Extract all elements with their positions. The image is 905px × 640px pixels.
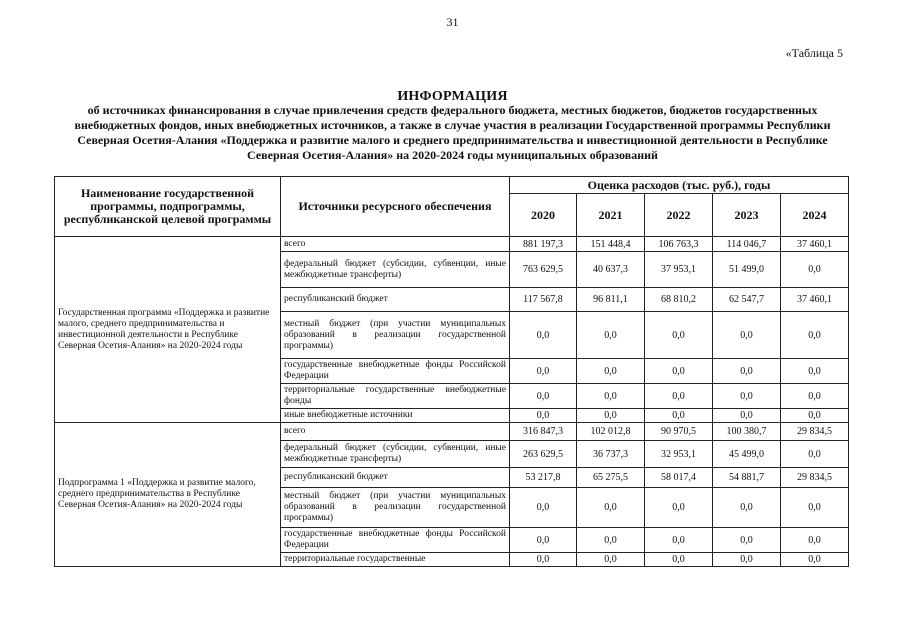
value-cell: 0,0 [645, 359, 713, 384]
value-cell: 117 567,8 [510, 288, 577, 312]
value-cell: 58 017,4 [645, 468, 713, 488]
value-cell: 0,0 [713, 409, 781, 423]
value-cell: 0,0 [510, 528, 577, 553]
value-cell: 0,0 [713, 312, 781, 359]
header-year: 2024 [781, 194, 849, 237]
source-cell: государственные внебюджетные фонды Российской Федерации [281, 528, 510, 553]
value-cell: 0,0 [781, 441, 849, 468]
table-reference: «Таблица 5 [785, 46, 843, 60]
subprogram-name-cell: Подпрограмма 1 «Поддержка и развитие малого, среднего предпринимательства в Республике Северная Осетия-Алания» на 2020-2024 годы [55, 423, 281, 567]
value-cell: 0,0 [645, 528, 713, 553]
value-cell: 316 847,3 [510, 423, 577, 441]
value-cell: 0,0 [645, 312, 713, 359]
value-cell: 0,0 [510, 359, 577, 384]
value-cell: 106 763,3 [645, 237, 713, 252]
value-cell: 29 834,5 [781, 423, 849, 441]
header-estimate: Оценка расходов (тыс. руб.), годы [510, 177, 849, 194]
source-cell: республиканский бюджет [281, 288, 510, 312]
value-cell: 0,0 [577, 488, 645, 528]
value-cell: 37 460,1 [781, 237, 849, 252]
value-cell: 0,0 [781, 252, 849, 288]
value-cell: 0,0 [781, 312, 849, 359]
value-cell: 0,0 [645, 488, 713, 528]
program-name-cell: Государственная программа «Поддержка и развитие малого, среднего предпринимательства и инвестиционной деятельности в Республике Северная Осетия-Алания» на 2020-2024 годы [55, 237, 281, 423]
value-cell: 32 953,1 [645, 441, 713, 468]
source-cell: территориальные государственные [281, 553, 510, 567]
document-subtitle: об источниках финансирования в случае привлечения средств федерального бюджета, местных бюджетов, бюджетов государственных внебюджетных фондов, иных внебюджетных источников, а также в случае участия в реализации Государственной программы Республики Северная Осетия-Алания «Поддержка и развитие малого и среднего предпринимательства и инвестиционной деятельности в Республике Северная Осетия-Алания» на 2020-2024 годы муниципальных образований [74, 103, 831, 162]
page-number: 31 [446, 15, 459, 29]
value-cell: 0,0 [781, 528, 849, 553]
value-cell: 0,0 [510, 409, 577, 423]
value-cell: 881 197,3 [510, 237, 577, 252]
value-cell: 65 275,5 [577, 468, 645, 488]
value-cell: 102 012,8 [577, 423, 645, 441]
header-year: 2020 [510, 194, 577, 237]
value-cell: 0,0 [713, 384, 781, 409]
value-cell: 0,0 [645, 409, 713, 423]
value-cell: 68 810,2 [645, 288, 713, 312]
document-title: ИНФОРМАЦИЯ [397, 89, 508, 104]
value-cell: 0,0 [577, 312, 645, 359]
value-cell: 96 811,1 [577, 288, 645, 312]
value-cell: 54 881,7 [713, 468, 781, 488]
value-cell: 763 629,5 [510, 252, 577, 288]
value-cell: 40 637,3 [577, 252, 645, 288]
source-cell: всего [281, 237, 510, 252]
value-cell: 37 953,1 [645, 252, 713, 288]
header-program-name: Наименование государственной программы, подпрограммы, республиканской целевой программы [55, 177, 281, 237]
value-cell: 0,0 [645, 384, 713, 409]
value-cell: 0,0 [713, 553, 781, 567]
value-cell: 263 629,5 [510, 441, 577, 468]
value-cell: 0,0 [781, 488, 849, 528]
value-cell: 37 460,1 [781, 288, 849, 312]
header-sources: Источники ресурсного обеспечения [281, 177, 510, 237]
value-cell: 0,0 [713, 359, 781, 384]
value-cell: 0,0 [577, 553, 645, 567]
source-cell: всего [281, 423, 510, 441]
source-cell: местный бюджет (при участии муниципальных образований в реализации государственной программы) [281, 488, 510, 528]
value-cell: 51 499,0 [713, 252, 781, 288]
value-cell: 29 834,5 [781, 468, 849, 488]
value-cell: 0,0 [577, 528, 645, 553]
value-cell: 0,0 [577, 409, 645, 423]
value-cell: 0,0 [510, 384, 577, 409]
source-cell: иные внебюджетные источники [281, 409, 510, 423]
value-cell: 36 737,3 [577, 441, 645, 468]
value-cell: 0,0 [781, 359, 849, 384]
value-cell: 100 380,7 [713, 423, 781, 441]
value-cell: 151 448,4 [577, 237, 645, 252]
value-cell: 0,0 [781, 409, 849, 423]
source-cell: государственные внебюджетные фонды Российской Федерации [281, 359, 510, 384]
value-cell: 53 217,8 [510, 468, 577, 488]
value-cell: 0,0 [645, 553, 713, 567]
table-row [55, 237, 849, 252]
value-cell: 0,0 [510, 312, 577, 359]
source-cell: федеральный бюджет (субсидии, субвенции, иные межбюджетные трансферты) [281, 252, 510, 288]
value-cell: 114 046,7 [713, 237, 781, 252]
value-cell: 0,0 [713, 488, 781, 528]
value-cell: 0,0 [713, 528, 781, 553]
value-cell: 90 970,5 [645, 423, 713, 441]
header-year: 2023 [713, 194, 781, 237]
value-cell: 0,0 [510, 553, 577, 567]
source-cell: республиканский бюджет [281, 468, 510, 488]
header-year: 2022 [645, 194, 713, 237]
value-cell: 0,0 [781, 553, 849, 567]
value-cell: 0,0 [577, 359, 645, 384]
value-cell: 0,0 [577, 384, 645, 409]
financing-table [54, 176, 849, 567]
source-cell: федеральный бюджет (субсидии, субвенции, иные межбюджетные трансферты) [281, 441, 510, 468]
source-cell: местный бюджет (при участии муниципальных образований в реализации государственной программы) [281, 312, 510, 359]
value-cell: 0,0 [510, 488, 577, 528]
table-row [55, 423, 849, 441]
value-cell: 0,0 [781, 384, 849, 409]
source-cell: территориальные государственные внебюджетные фонды [281, 384, 510, 409]
header-year: 2021 [577, 194, 645, 237]
value-cell: 45 499,0 [713, 441, 781, 468]
value-cell: 62 547,7 [713, 288, 781, 312]
